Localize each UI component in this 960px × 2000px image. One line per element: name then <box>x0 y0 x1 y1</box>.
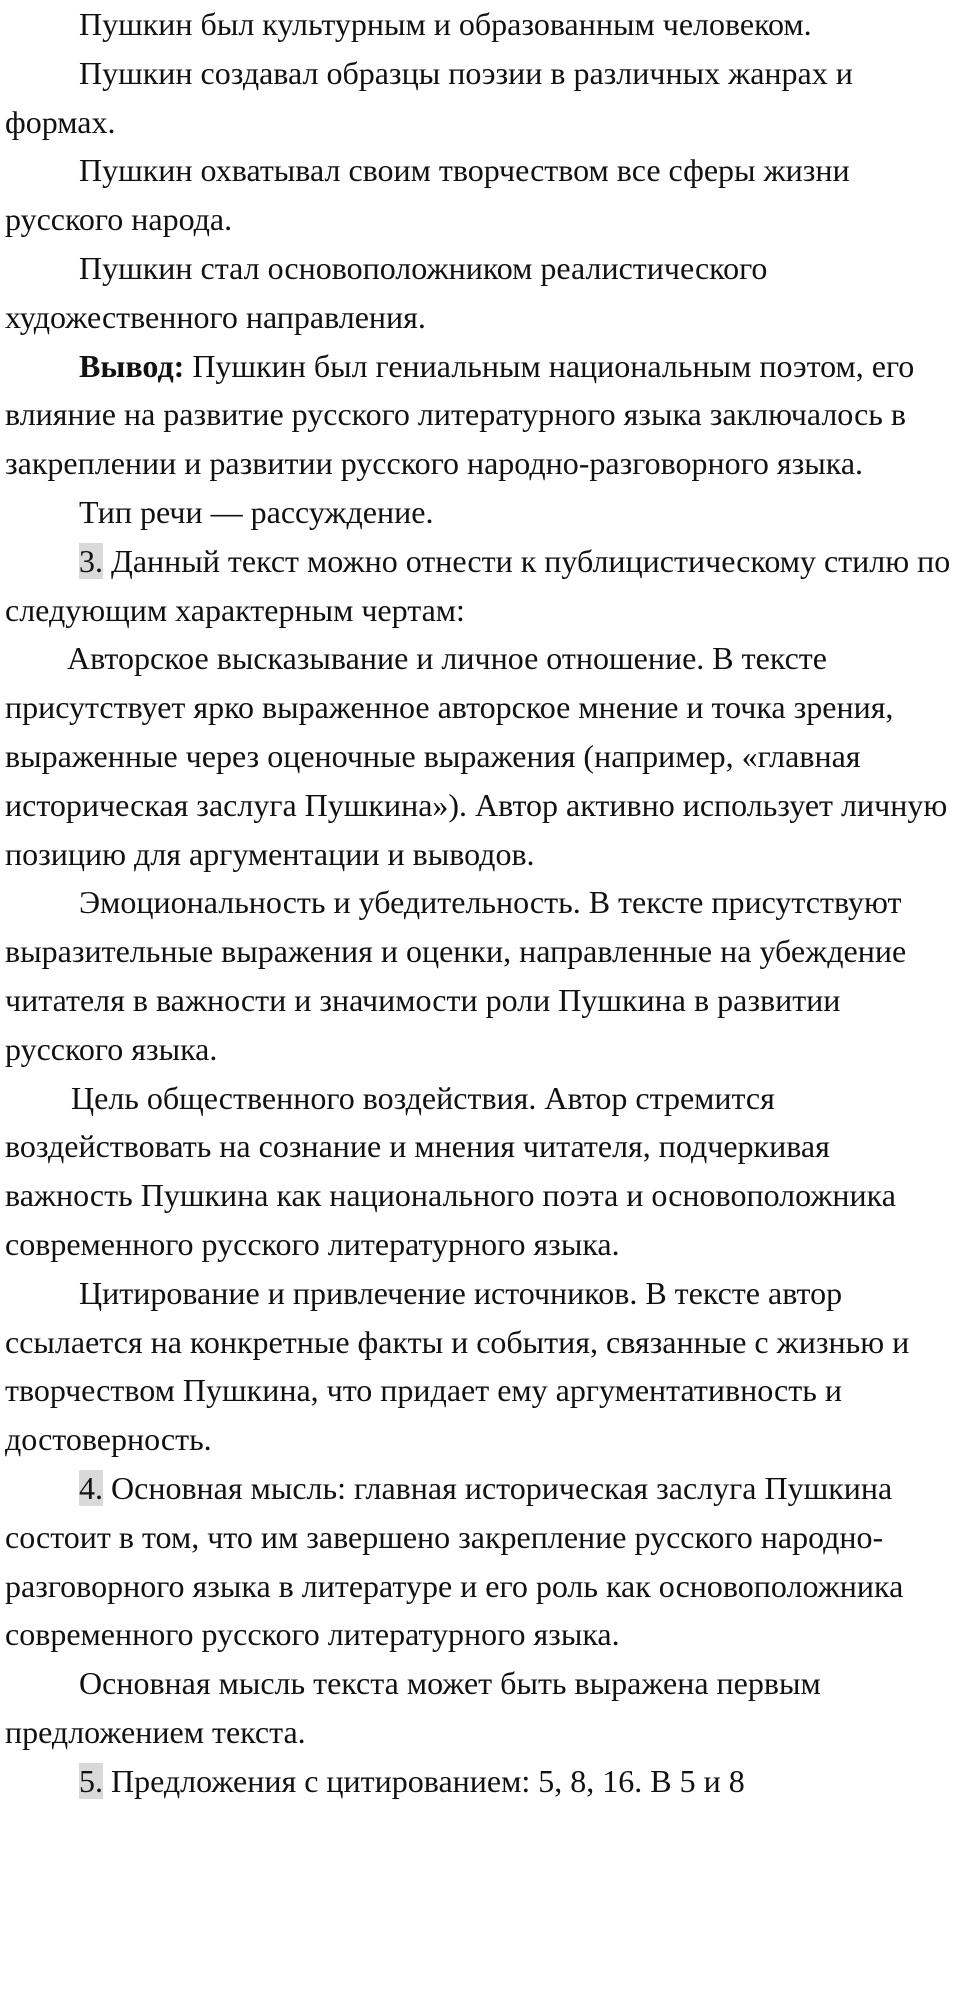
paragraph <box>5 634 956 878</box>
item-number: 4. <box>79 1469 103 1506</box>
paragraph <box>5 488 956 537</box>
paragraph-text: Данный текст можно отнести к публицистическому стилю по следующим характерным чертам: <box>5 542 951 628</box>
numbered-paragraph <box>5 1464 956 1659</box>
paragraph-text: Пушкин был гениальным национальным поэтом, его влияние на развитие русского литературного языка заключалось в закреплении и развитии русского народно-разговорного языка. <box>5 347 915 482</box>
paragraph-text: Предложения с цитированием: 5, 8, 16. В 5 и 8 <box>103 1762 745 1799</box>
numbered-paragraph <box>5 1757 956 1806</box>
paragraph-text: Пушкин создавал образцы поэзии в различных жанрах и формах. <box>5 54 853 140</box>
paragraph <box>5 244 956 342</box>
item-number: 5. <box>79 1762 103 1799</box>
paragraph-text: Пушкин был культурным и образованным человеком. <box>79 6 812 42</box>
paragraph <box>5 49 956 147</box>
paragraph-text: Пушкин охватывал своим творчеством все сферы жизни русского народа. <box>5 152 850 238</box>
paragraph-text: Основная мысль текста может быть выражена первым предложением текста. <box>5 1665 821 1750</box>
paragraph-text: Основная мысль: главная историческая заслуга Пушкина состоит в том, что им завершено закрепление русского народно-разговорного языка в литературе и его роль как основоположника современного русского литературного языка. <box>5 1469 904 1653</box>
paragraph <box>5 1074 956 1269</box>
conclusion-label: Вывод: <box>79 347 185 384</box>
paragraph <box>5 1269 956 1464</box>
paragraph-text: Эмоциональность и убедительность. В тексте присутствуют выразительные выражения и оценки, направленные на убеждение читателя в важности и значимости роли Пушкина в развитии русского языка. <box>5 884 907 1067</box>
paragraph-text: Цитирование и привлечение источников. В тексте автор ссылается на конкретные факты и события, связанные с жизнью и творчеством Пушкина, что придает ему аргументативность и достоверность. <box>5 1274 910 1458</box>
paragraph-text: Авторское высказывание и личное отношение. В тексте присутствует ярко выраженное авторское мнение и точка зрения, выраженные через оценочные выражения (например, «главная историческая заслуга Пушкина»). Автор активно использует личную позицию для аргументации и выводов. <box>5 640 948 872</box>
paragraph <box>5 878 956 1073</box>
paragraph <box>5 0 956 49</box>
paragraph-text: Тип речи — рассуждение. <box>79 493 434 530</box>
conclusion-paragraph <box>5 342 956 488</box>
paragraph-text: Пушкин стал основоположником реалистического художественного направления. <box>5 249 768 335</box>
paragraph <box>5 1659 956 1757</box>
numbered-paragraph <box>5 537 956 635</box>
paragraph <box>5 146 956 244</box>
item-number: 3. <box>79 542 103 579</box>
paragraph-text: Цель общественного воздействия. Автор стремится воздействовать на сознание и мнения читателя, подчеркивая важность Пушкина как национального поэта и основоположника современного русского литературного языка. <box>5 1079 896 1262</box>
